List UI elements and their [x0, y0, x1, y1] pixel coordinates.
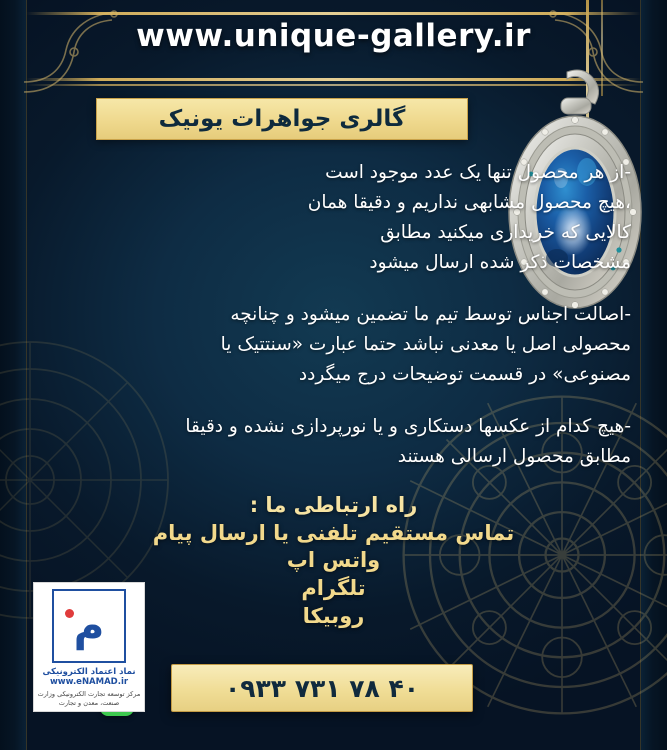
store-title-banner [96, 98, 468, 140]
contact-line-telegram: تلگرام [301, 576, 366, 601]
enamad-glyph: م [73, 601, 105, 650]
description-paragraph-3: -هیچ کدام از عکسها دستکاری و یا نورپردازی نشده و دقیقا مطابق محصول ارسالی هستند [185, 415, 631, 467]
left-border-panel [0, 0, 27, 750]
enamad-line3: مرکز توسعه تجارت الکترونیکی وزارت صنعت، معدن و تجارت [37, 690, 141, 707]
website-url[interactable]: www.unique-gallery.ir [136, 18, 531, 54]
contact-line-whatsapp: واتس اپ [286, 548, 381, 573]
enamad-line2: www.eNAMAD.ir [49, 677, 129, 687]
phone-number-text: ۰۹۳۳ ۷۳۱ ۷۸ ۴۰ [225, 673, 419, 703]
description-paragraph-1: -از هر محصول تنها یک عدد موجود است ،هیچ محصول مشابهی نداریم و دقیقا همان کالایی که خریداری میکنید مطابق مشخصات ذکر شده ارسال میشود [307, 162, 631, 273]
description-block [181, 158, 631, 472]
store-title-text: گالری جواهرات یونیک [158, 106, 406, 132]
enamad-line1: نماد اعتماد الکترونیکی [42, 667, 136, 677]
phone-number-plate[interactable] [171, 664, 473, 712]
contact-heading: راه ارتباطی ما : [249, 493, 418, 517]
contact-line-rubika: روبیکا [302, 603, 365, 628]
enamad-logo-icon [52, 589, 126, 663]
contact-line-call: تماس مستقیم تلفنی یا ارسال پیام [152, 520, 515, 545]
enamad-trust-badge[interactable] [33, 582, 145, 712]
description-paragraph-2: -اصالت اجناس توسط تیم ما تضمین میشود و چنانچه محصولی اصل یا معدنی نباشد حتما عبارت «سنتتیک یا مصنوعی» در قسمت توضیحات درج میگردد [220, 303, 631, 385]
